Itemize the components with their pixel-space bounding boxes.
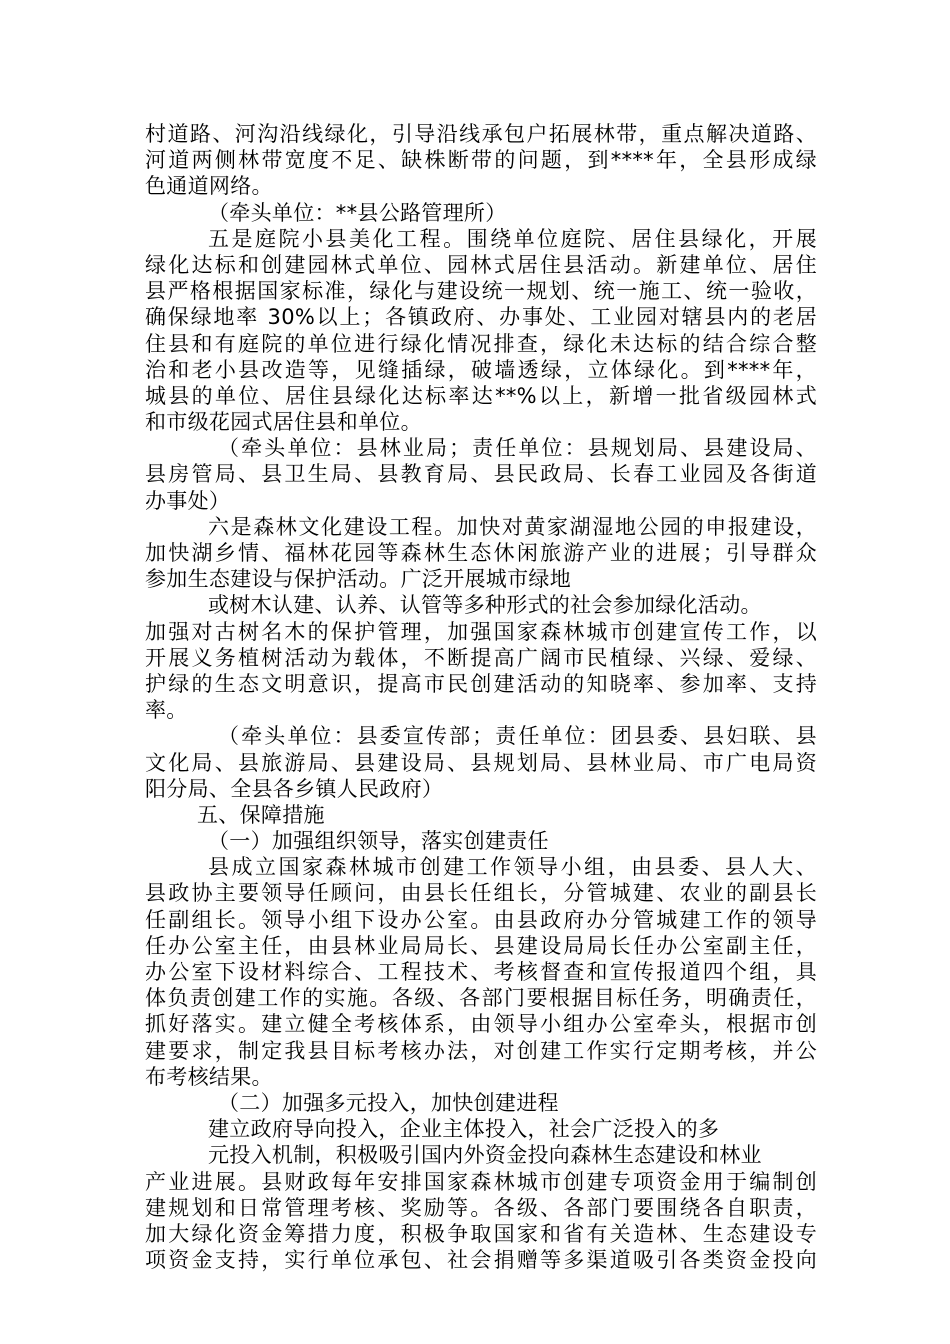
text-line: 开展义务植树活动为载体，不断提高广阔市民植绿、兴绿、爱绿、 xyxy=(145,645,817,670)
text-line: 和市级花园式居住县和单位。 xyxy=(145,410,422,435)
text-line: 或树木认建、认养、认管等多种形式的社会参加绿化活动。 xyxy=(208,593,762,618)
document-body xyxy=(145,121,817,1273)
text-line: 县政协主要领导任顾问，由县长任组长，分管城建、农业的副县长 xyxy=(145,881,817,906)
text-line: 产业进展。县财政每年安排国家森林城市创建专项资金用于编制创 xyxy=(145,1169,817,1194)
text-line: 阳分局、全县各乡镇人民政府） xyxy=(145,776,444,801)
text-line: （牵头单位：县林业局；责任单位：县规划局、县建设局、 xyxy=(218,436,817,461)
text-line: 五是庭院小县美化工程。围绕单位庭院、居住县绿化，开展 xyxy=(208,226,817,251)
subsection-heading: （二）加强多元投入，加快创建进程 xyxy=(218,1090,559,1115)
text-line: 布考核结果。 xyxy=(145,1064,273,1089)
text-line: 城县的单位、居住县绿化达标率达**%以上，新增一批省级园林式 xyxy=(145,383,817,408)
text-line: 县严格根据国家标准，绿化与建设统一规划、统一施工、统一验收， xyxy=(145,279,817,304)
text-line: 色通道网络。 xyxy=(145,174,273,199)
subsection-heading: （一）加强组织领导，落实创建责任 xyxy=(208,829,549,854)
section-heading: 五、保障措施 xyxy=(197,802,325,827)
text-line: 确保绿地率 30%以上；各镇政府、办事处、工业园对辖县内的老居 xyxy=(145,305,817,330)
text-line: 加大绿化资金筹措力度，积极争取国家和省有关造林、生态建设专 xyxy=(145,1221,817,1246)
text-line: 办事处） xyxy=(145,488,231,513)
text-line: 率。 xyxy=(145,698,188,723)
text-line: 建立政府导向投入，企业主体投入，社会广泛投入的多 xyxy=(208,1117,720,1142)
text-line: 元投入机制，积极吸引国内外资金投向森林生态建设和林业 xyxy=(208,1143,762,1168)
text-line: （牵头单位：县委宣传部；责任单位：团县委、县妇联、县 xyxy=(218,724,817,749)
text-line: 绿化达标和创建园林式单位、园林式居住县活动。新建单位、居住 xyxy=(145,252,817,277)
text-line: 文化局、县旅游局、县建设局、县规划局、县林业局、市广电局资 xyxy=(145,750,817,775)
text-line: （牵头单位：**县公路管理所） xyxy=(208,200,507,225)
text-line: 加强对古树名木的保护管理，加强国家森林城市创建宣传工作，以 xyxy=(145,619,817,644)
text-line: 县成立国家森林城市创建工作领导小组，由县委、县人大、 xyxy=(208,855,817,880)
text-line: 治和老小县改造等，见缝插绿，破墙透绿，立体绿化。到****年， xyxy=(145,357,817,382)
text-line: 建要求，制定我县目标考核办法，对创建工作实行定期考核，并公 xyxy=(145,1038,817,1063)
text-line: 村道路、河沟沿线绿化，引导沿线承包户拓展林带，重点解决道路、 xyxy=(145,122,817,146)
text-line: 参加生态建设与保护活动。广泛开展城市绿地 xyxy=(145,567,571,592)
text-line: 办公室下设材料综合、工程技术、考核督查和宣传报道四个组，具 xyxy=(145,960,817,984)
text-line: 建规划和日常管理考核、奖励等。各级、各部门要围绕各自职责， xyxy=(145,1195,817,1220)
text-line: 住县和有庭院的单位进行绿化情况排查，绿化未达标的结合综合整 xyxy=(145,331,817,356)
text-line: 项资金支持，实行单位承包、社会捐赠等多渠道吸引各类资金投向 xyxy=(145,1248,817,1273)
text-line: 六是森林文化建设工程。加快对黄家湖湿地公园的申报建设， xyxy=(208,514,817,539)
text-line: 加快湖乡情、福林花园等森林生态休闲旅游产业的进展；引导群众 xyxy=(145,541,817,565)
text-line: 体负责创建工作的实施。各级、各部门要根据目标任务，明确责任， xyxy=(145,986,817,1011)
text-line: 任办公室主任，由县林业局局长、县建设局局长任办公室副主任， xyxy=(145,933,817,958)
text-line: 县房管局、县卫生局、县教育局、县民政局、长春工业园及各街道 xyxy=(145,462,817,487)
text-line: 河道两侧林带宽度不足、缺株断带的问题，到****年，全县形成绿 xyxy=(145,148,817,173)
text-line: 任副组长。领导小组下设办公室。由县政府办分管城建工作的领导 xyxy=(145,907,817,932)
text-line: 抓好落实。建立健全考核体系，由领导小组办公室牵头，根据市创 xyxy=(145,1012,817,1037)
text-line: 护绿的生态文明意识，提高市民创建活动的知晓率、参加率、支持 xyxy=(145,671,817,696)
